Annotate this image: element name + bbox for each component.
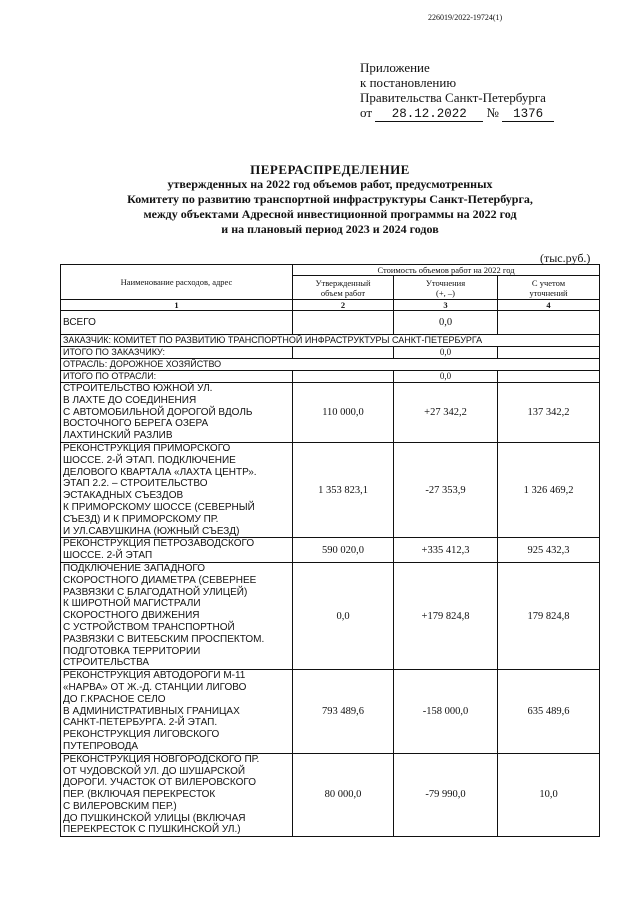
approved-value: 793 489,6 [293,670,394,754]
title-line-4: и на плановый период 2023 и 2024 годов [221,222,439,236]
approved-value: 80 000,0 [293,753,394,837]
table-row [61,442,600,537]
adjust-value: -27 353,9 [394,442,498,537]
resolution-number: 1376 [502,108,554,122]
document-title [40,162,620,237]
customer-total-label: ИТОГО ПО ЗАКАЗЧИКУ: [61,347,293,359]
header-approved: Утвержденный объем работ [293,276,394,300]
adjust-value: +179 824,8 [394,562,498,669]
appendix-line-3: Правительства Санкт-Петербурга [360,90,546,105]
branch-total-with-adjust [498,371,600,383]
title-line-3: между объектами Адресной инвестиционной программы на 2022 год [143,207,517,221]
appendix-line-1: Приложение [360,60,430,75]
approved-value: 0,0 [293,562,394,669]
header-name: Наименование расходов, адрес [61,265,293,300]
object-name: ПОДКЛЮЧЕНИЕ ЗАПАДНОГО СКОРОСТНОГО ДИАМЕТРА (СЕВЕРНЕЕ РАЗВЯЗКИ С БЛАГОДАТНОЙ УЛИЦЕЙ) К ШИРОТНОЙ МАГИСТРАЛИ СКОРОСТНОГО ДВИЖЕНИЯ С УСТРОЙСТВОМ ТРАНСПОРТНОЙ РАЗВЯЗКИ С ВИТЕБСКИМ ПРОСПЕКТОМ. ПОДГОТОВКА ТЕРРИТОРИИ СТРОИТЕЛЬСТВА [61,562,293,669]
with-adjust-value: 137 342,2 [498,383,600,443]
approved-value: 110 000,0 [293,383,394,443]
adjust-value: +27 342,2 [394,383,498,443]
total-adjust: 0,0 [394,311,498,335]
adjust-value: -158 000,0 [394,670,498,754]
customer-row [61,335,600,347]
with-adjust-value: 925 432,3 [498,538,600,563]
from-prefix: от [360,105,373,120]
object-name: РЕКОНСТРУКЦИЯ НОВГОРОДСКОГО ПР. ОТ ЧУДОВСКОЙ УЛ. ДО ШУШАРСКОЙ ДОРОГИ. УЧАСТОК ОТ ВИЛЕРОВСКОГО ПЕР. (ВКЛЮЧАЯ ПЕРЕКРЕСТОК С ВИЛЕРОВСКИМ ПЕР.) ДО ПУШКИНСКОЙ УЛИЦЫ (ВКЛЮЧАЯ ПЕРЕКРЕСТОК С ПУШКИНСКОЙ УЛ.) [61,753,293,837]
col-number: 2 [293,300,394,311]
units-label: (тыс.руб.) [540,251,591,265]
title-line-1: утвержденных на 2022 год объемов работ, предусмотренных [167,177,493,191]
appendix-line-2: к постановлению [360,75,457,90]
object-name: РЕКОНСТРУКЦИЯ АВТОДОРОГИ М-11 «НАРВА» ОТ Ж.-Д. СТАНЦИИ ЛИГОВО ДО Г.КРАСНОЕ СЕЛО В АДМИНИСТРАТИВНЫХ ГРАНИЦАХ САНКТ-ПЕТЕРБУРГА. 2-Й ЭТАП. РЕКОНСТРУКЦИЯ ЛИГОВСКОГО ПУТЕПРОВОДА [61,670,293,754]
title-heading: ПЕРЕРАСПРЕДЕЛЕНИЕ [250,162,410,177]
table-row [61,538,600,563]
appendix-block [360,60,554,122]
header-group: Стоимость объемов работ на 2022 год [293,265,600,276]
customer-total-with-adjust [498,347,600,359]
appendix-date-line [360,105,554,122]
total-approved [293,311,394,335]
redistribution-table [60,264,600,837]
with-adjust-value: 635 489,6 [498,670,600,754]
branch-row [61,359,600,371]
with-adjust-value: 1 326 469,2 [498,442,600,537]
branch-total-row [61,371,600,383]
customer-total-approved [293,347,394,359]
resolution-date: 28.12.2022 [375,108,483,122]
branch-total-label: ИТОГО ПО ОТРАСЛИ: [61,371,293,383]
adjust-value: +335 412,3 [394,538,498,563]
col-number: 3 [394,300,498,311]
col-number: 1 [61,300,293,311]
object-name: РЕКОНСТРУКЦИЯ ПРИМОРСКОГО ШОССЕ. 2-Й ЭТАП. ПОДКЛЮЧЕНИЕ ДЕЛОВОГО КВАРТАЛА «ЛАХТА ЦЕНТР». ЭТАП 2.2. – СТРОИТЕЛЬСТВО ЭСТАКАДНЫХ СЪЕЗДОВ К ПРИМОРСКОМУ ШОССЕ (СЕВЕРНЫЙ СЪЕЗД) И К ПРИМОРСКОМУ ПР. И УЛ.САВУШКИНА (ЮЖНЫЙ СЪЕЗД) [61,442,293,537]
object-name: СТРОИТЕЛЬСТВО ЮЖНОЙ УЛ. В ЛАХТЕ ДО СОЕДИНЕНИЯ С АВТОМОБИЛЬНОЙ ДОРОГОЙ ВДОЛЬ ВОСТОЧНОГО БЕРЕГА ОЗЕРА ЛАХТИНСКИЙ РАЗЛИВ [61,383,293,443]
branch-total-adjust: 0,0 [394,371,498,383]
customer-label: ЗАКАЗЧИК: КОМИТЕТ ПО РАЗВИТИЮ ТРАНСПОРТНОЙ ИНФРАСТРУКТУРЫ САНКТ-ПЕТЕРБУРГА [61,335,600,347]
approved-value: 1 353 823,1 [293,442,394,537]
header-adjust: Уточнения (+, –) [394,276,498,300]
branch-total-approved [293,371,394,383]
table-row [61,753,600,837]
total-with-adjust [498,311,600,335]
title-line-2: Комитету по развитию транспортной инфраструктуры Санкт-Петербурга, [127,192,533,206]
object-name: РЕКОНСТРУКЦИЯ ПЕТРОЗАВОДСКОГО ШОССЕ. 2-Й ЭТАП [61,538,293,563]
customer-total-adjust: 0,0 [394,347,498,359]
customer-total-row [61,347,600,359]
number-prefix: № [486,105,499,120]
col-number: 4 [498,300,600,311]
with-adjust-value: 10,0 [498,753,600,837]
column-numbers-row [61,300,600,311]
table-row [61,670,600,754]
total-row [61,311,600,335]
branch-label: ОТРАСЛЬ: ДОРОЖНОЕ ХОЗЯЙСТВО [61,359,600,371]
header-with-adjust: С учетом уточнений [498,276,600,300]
adjust-value: -79 990,0 [394,753,498,837]
approved-value: 590 020,0 [293,538,394,563]
with-adjust-value: 179 824,8 [498,562,600,669]
total-label: ВСЕГО [61,311,293,335]
table-row [61,562,600,669]
table-row [61,383,600,443]
document-id: 226019/2022-19724(1) [428,13,503,22]
